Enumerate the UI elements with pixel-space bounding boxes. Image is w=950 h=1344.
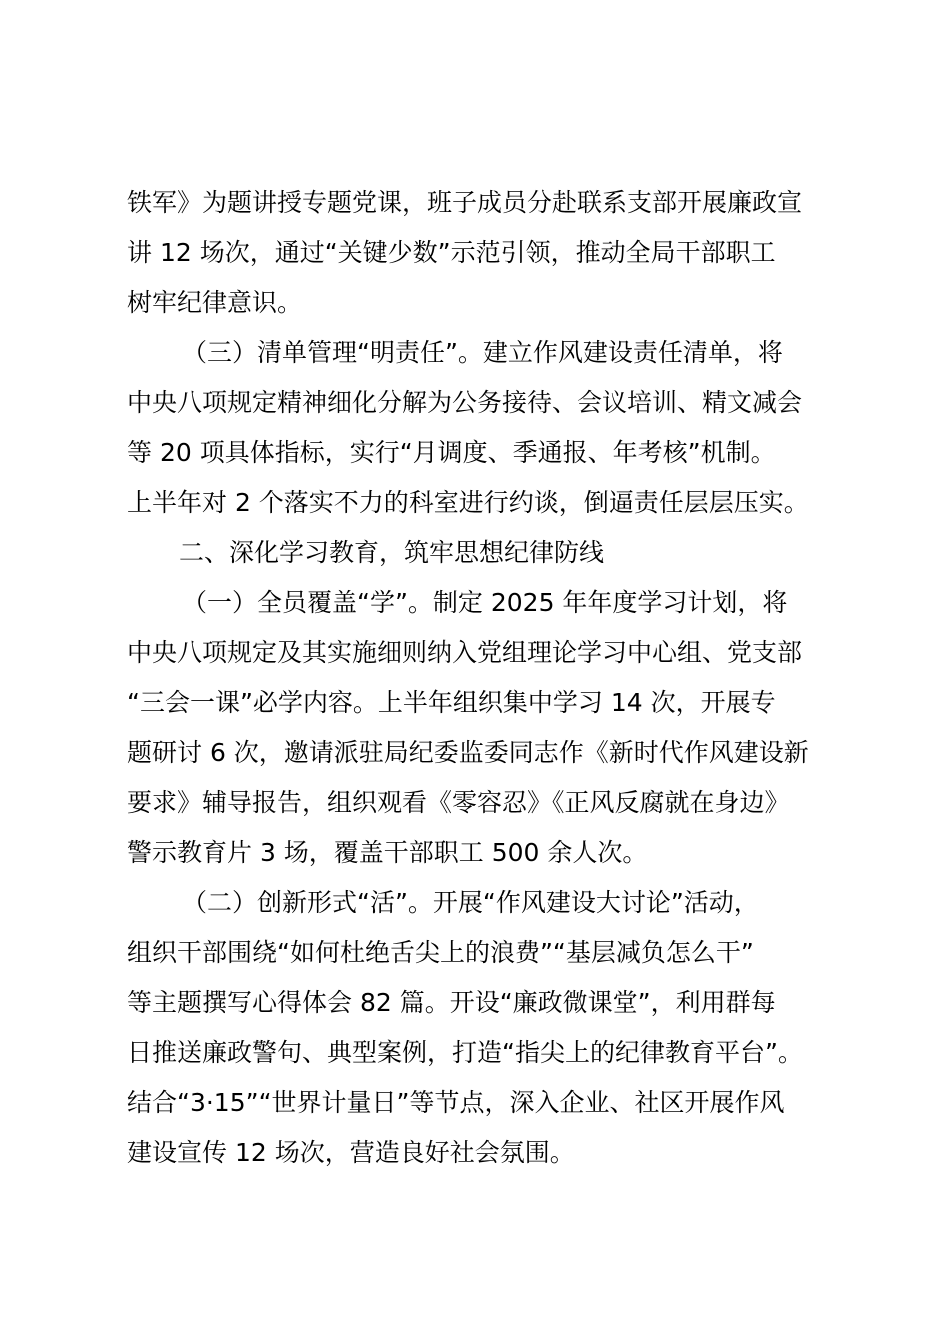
paragraph-line: “三会一课”必学内容。上半年组织集中学习 14 次，开展专	[127, 688, 776, 717]
paragraph-line: 中央八项规定及其实施细则纳入党组理论学习中心组、党支部	[127, 638, 803, 667]
paragraph-line: 铁军》为题讲授专题党课，班子成员分赴联系支部开展廉政宣	[127, 188, 803, 217]
section-heading-line: （三）清单管理“明责任”。建立作风建设责任清单，将	[182, 338, 783, 367]
paragraph-line: 上半年对 2 个落实不力的科室进行约谈，倒逼责任层层压实。	[127, 488, 809, 517]
paragraph-line: 建设宣传 12 场次，营造良好社会氛围。	[127, 1138, 575, 1167]
paragraph-line: 要求》辅导报告，组织观看《零容忍》《正风反腐就在身边》	[127, 788, 790, 817]
paragraph-line: 等主题撰写心得体会 82 篇。开设“廉政微课堂”，利用群每	[127, 988, 776, 1017]
chapter-heading: 二、深化学习教育，筑牢思想纪律防线	[179, 538, 605, 567]
section-heading-line: （二）创新形式“活”。开展“作风建设大讨论”活动，	[182, 888, 759, 917]
paragraph-line: 日推送廉政警句、典型案例，打造“指尖上的纪律教育平台”。	[127, 1038, 803, 1067]
section-heading-line: （一）全员覆盖“学”。制定 2025 年年度学习计划，将	[182, 588, 788, 617]
paragraph-line: 结合“3·15”“世界计量日”等节点，深入企业、社区开展作风	[127, 1088, 785, 1117]
document-body	[127, 178, 847, 1178]
paragraph-line: 中央八项规定精神细化分解为公务接待、会议培训、精文减会	[127, 388, 803, 417]
paragraph-line: 题研讨 6 次，邀请派驻局纪委监委同志作《新时代作风建设新	[127, 738, 809, 767]
paragraph-line: 组织干部围绕“如何杜绝舌尖上的浪费”“基层减负怎么干”	[127, 938, 754, 967]
paragraph-line: 警示教育片 3 场，覆盖干部职工 500 余人次。	[127, 838, 648, 867]
paragraph-line: 等 20 项具体指标，实行“月调度、季通报、年考核”机制。	[127, 438, 776, 467]
paragraph-line: 树牢纪律意识。	[127, 288, 303, 317]
paragraph-line: 讲 12 场次，通过“关键少数”示范引领，推动全局干部职工	[127, 238, 776, 267]
